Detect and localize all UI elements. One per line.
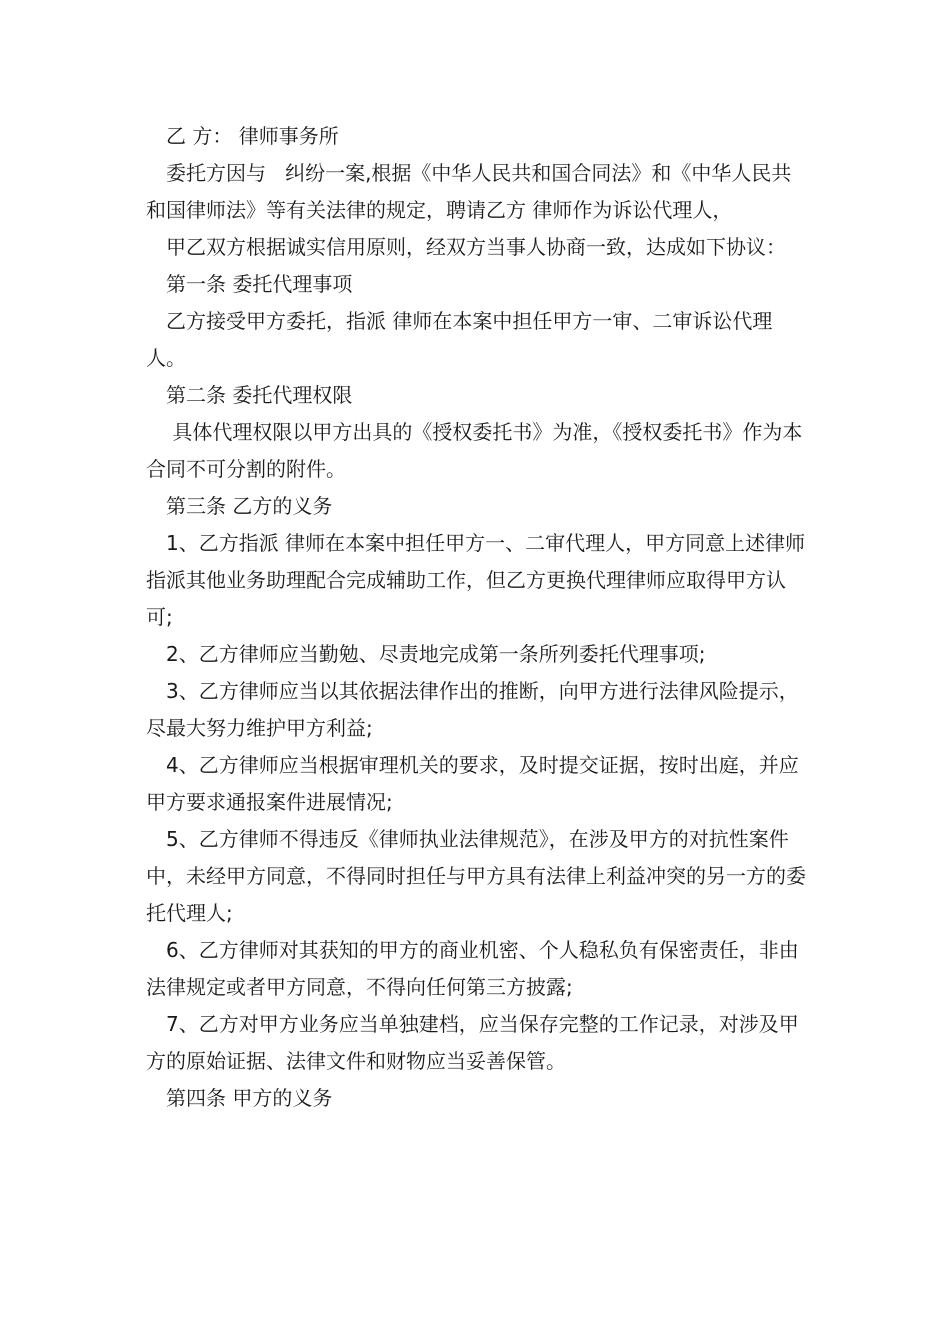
agreement-paragraph: 甲乙双方根据诚实信用原则，经双方当事人协商一致，达成如下协议： bbox=[166, 235, 786, 259]
party-b-line: 乙 方： 律师事务所 bbox=[166, 124, 339, 148]
article-1-heading: 第一条 委托代理事项 bbox=[166, 272, 353, 296]
article-3-item-3: 3、乙方律师应当以其依据法律作出的推断，向甲方进行法律风险提示，尽最大努力维护甲方利益; bbox=[146, 679, 799, 740]
article-3-item-2: 2、乙方律师应当勤勉、尽责地完成第一条所列委托代理事项; bbox=[166, 642, 706, 666]
contract-body bbox=[146, 118, 810, 1117]
article-3-item-7: 7、乙方对甲方业务应当单独建档，应当保存完整的工作记录，对涉及甲方的原始证据、法律文件和财物应当妥善保管。 bbox=[146, 1012, 799, 1073]
article-3-item-1: 1、乙方指派 律师在本案中担任甲方一、二审代理人，甲方同意上述律师指派其他业务助理配合完成辅助工作，但乙方更换代理律师应取得甲方认可; bbox=[146, 531, 806, 629]
article-3-heading: 第三条 乙方的义务 bbox=[166, 494, 333, 518]
article-3-item-5: 5、乙方律师不得违反《律师执业法律规范》，在涉及甲方的对抗性案件中，未经甲方同意，不得同时担任与甲方具有法律上利益冲突的另一方的委托代理人; bbox=[146, 827, 806, 925]
intro-paragraph: 委托方因与 纠纷一案,根据《中华人民共和国合同法》和《中华人民共和国律师法》等有关法律的规定，聘请乙方 律师作为诉讼代理人， bbox=[146, 161, 792, 222]
article-2-heading: 第二条 委托代理权限 bbox=[166, 383, 353, 407]
article-4-heading: 第四条 甲方的义务 bbox=[166, 1086, 333, 1110]
article-3-item-6: 6、乙方律师对其获知的甲方的商业机密、个人稳私负有保密责任，非由法律规定或者甲方同意，不得向任何第三方披露; bbox=[146, 938, 799, 999]
article-3-item-4: 4、乙方律师应当根据审理机关的要求，及时提交证据，按时出庭，并应甲方要求通报案件进展情况; bbox=[146, 753, 799, 814]
article-2-body: 具体代理权限以甲方出具的《授权委托书》为准，《授权委托书》作为本合同不可分割的附件。 bbox=[146, 420, 803, 481]
article-1-body: 乙方接受甲方委托，指派 律师在本案中担任甲方一审、二审诉讼代理人。 bbox=[146, 309, 773, 370]
